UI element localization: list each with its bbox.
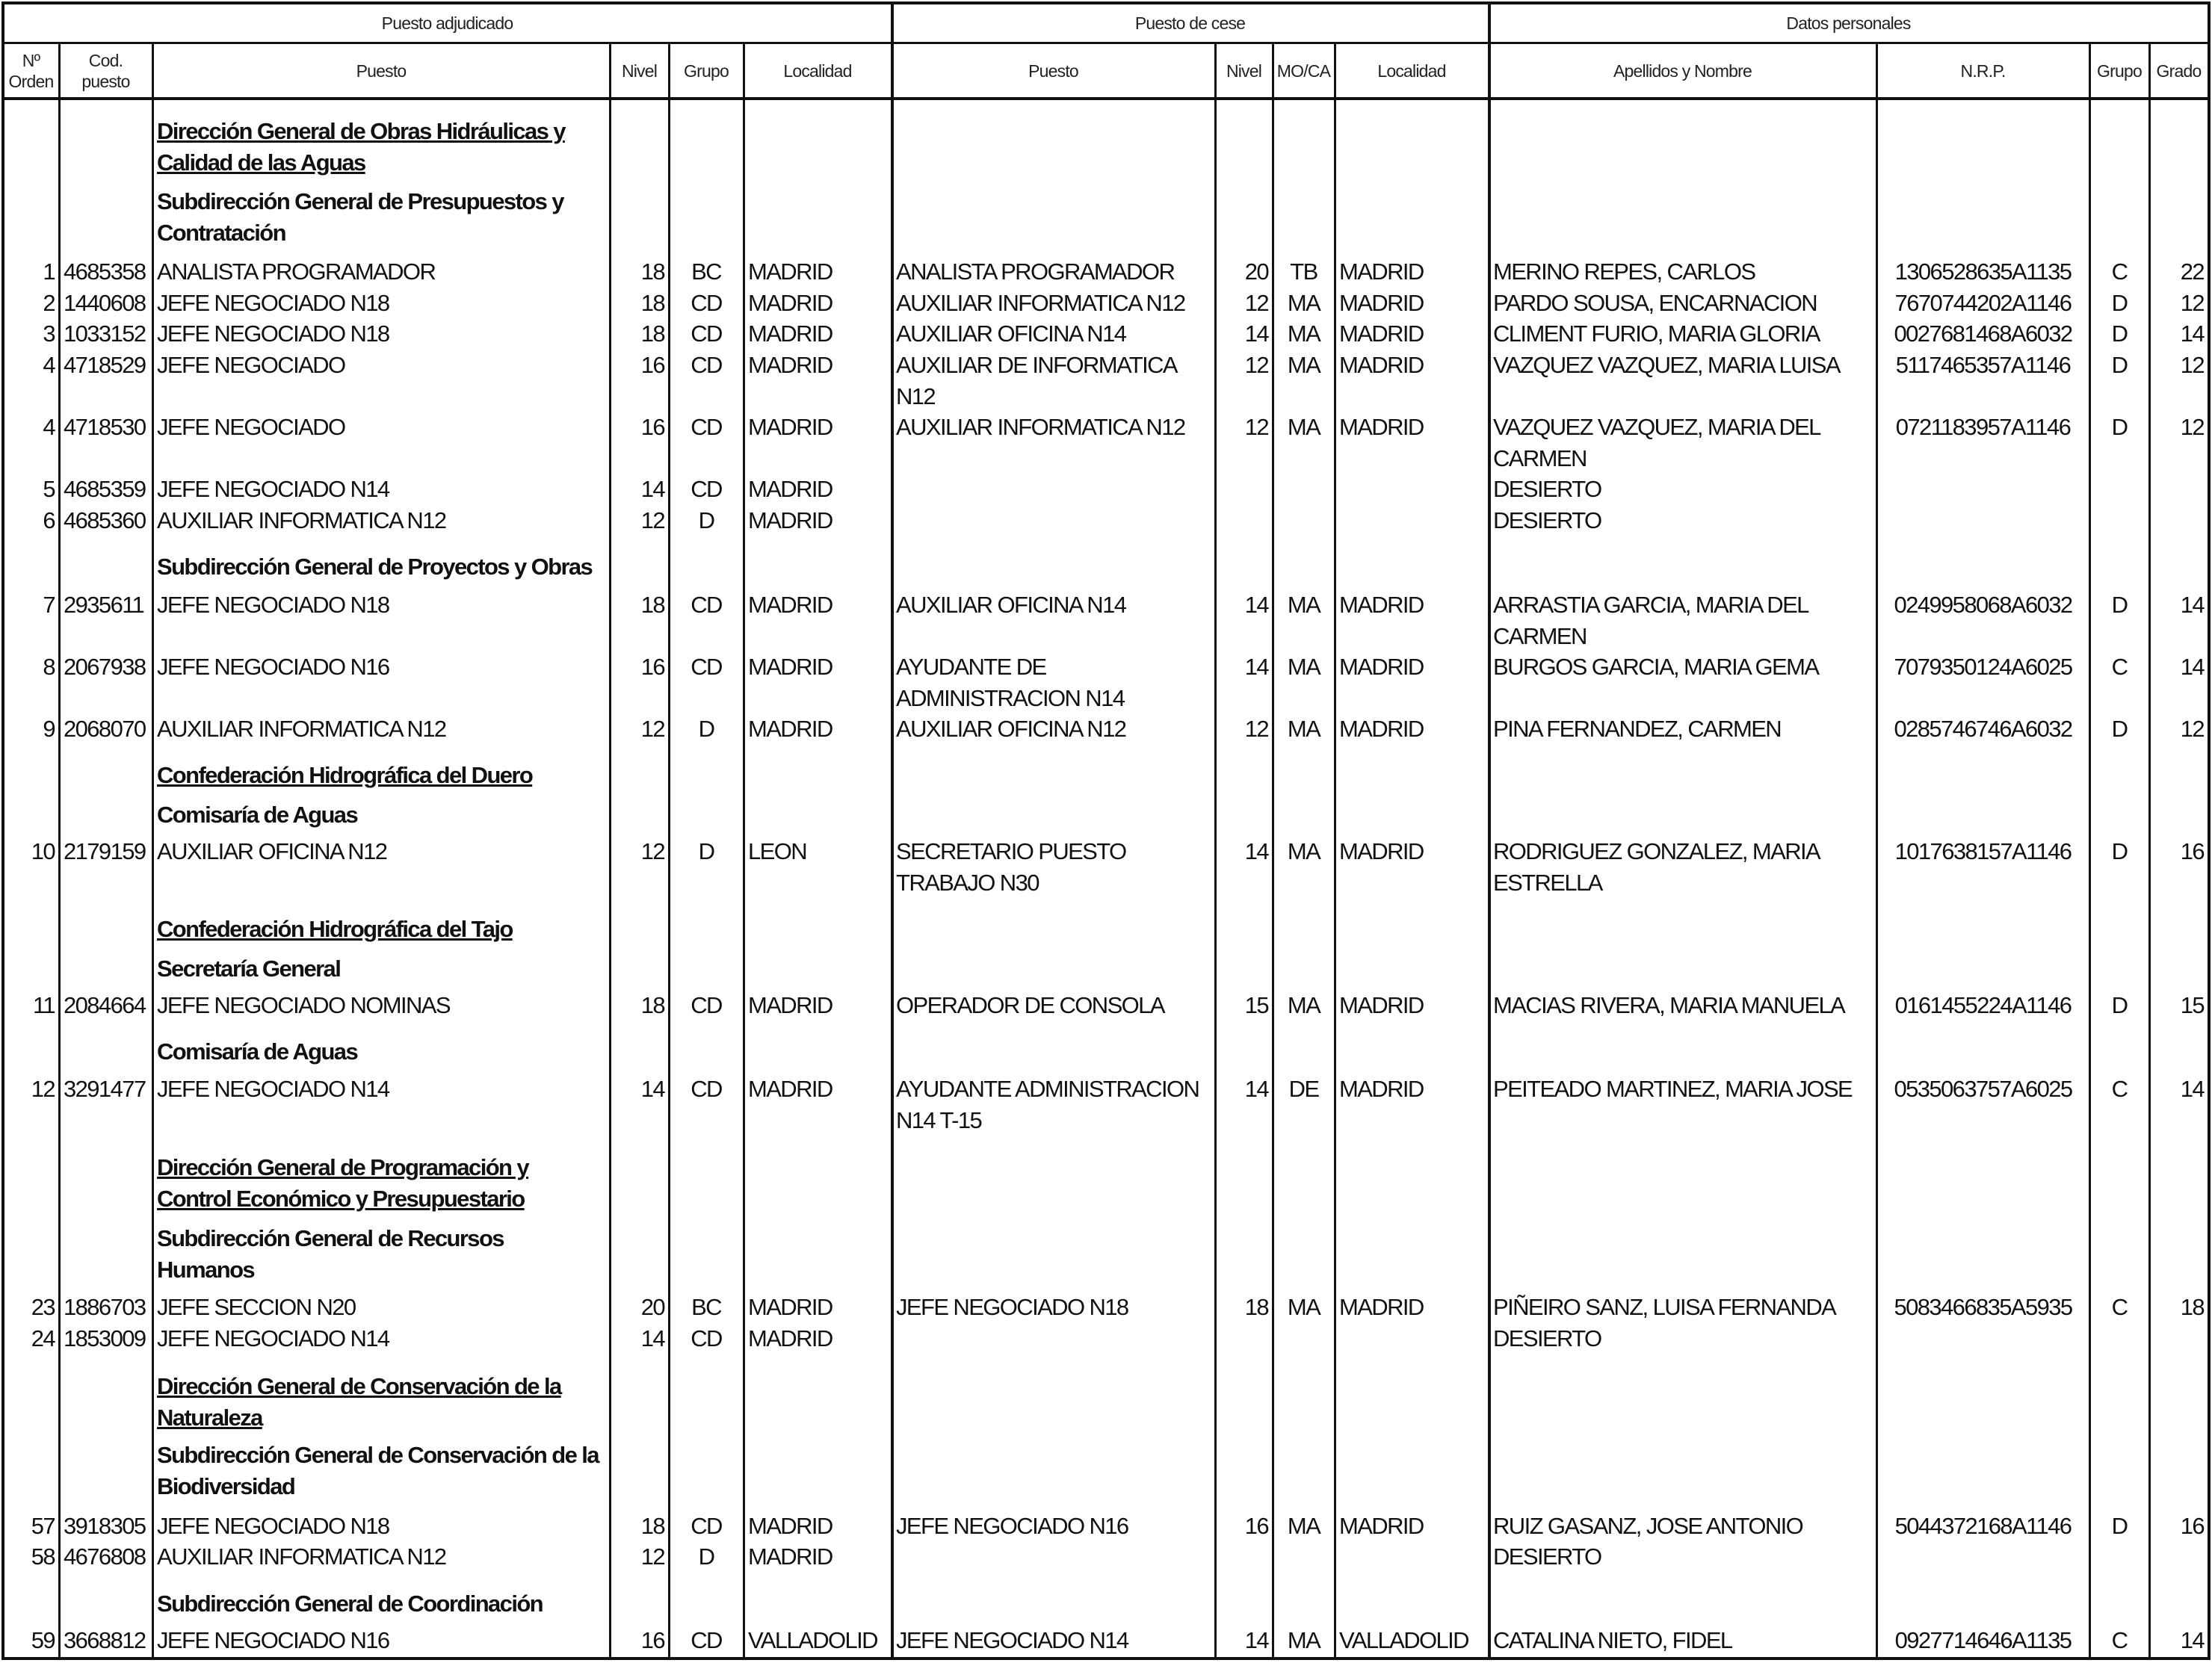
cell-cese-localidad: MADRID <box>1339 258 1424 285</box>
cell-orden: 58 <box>31 1543 55 1570</box>
heading-text: Dirección General de Conservación de la Naturaleza <box>157 1373 561 1431</box>
cell-nombre: ARRASTIA GARCIA, MARIA DEL CARMEN <box>1493 592 1808 649</box>
column-header-dp-grupo: Grupo <box>2097 61 2142 81</box>
cell-cese-puesto: ANALISTA PROGRAMADOR <box>896 258 1175 285</box>
cell-cod: 3668812 <box>64 1627 146 1653</box>
cell-puesto: JEFE NEGOCIADO N16 <box>157 654 389 680</box>
cell-nivel: 12 <box>640 507 664 533</box>
table-top-border <box>1 1 2211 4</box>
cell-grupo: D <box>698 838 714 864</box>
table-row <box>0 505 2212 533</box>
cell-grado: 14 <box>2180 654 2204 680</box>
cell-nombre: PINA FERNANDEZ, CARMEN <box>1493 716 1782 742</box>
cell-dp-grupo: D <box>2111 592 2128 618</box>
cell-orden: 59 <box>31 1627 55 1653</box>
cell-localidad: VALLADOLID <box>748 1627 877 1653</box>
cell-puesto: JEFE NEGOCIADO N14 <box>157 476 389 502</box>
column-header-orden: Nº Orden <box>8 50 54 91</box>
cell-nivel: 14 <box>640 476 664 502</box>
cell-dp-grupo: D <box>2111 352 2128 378</box>
cell-grupo: BC <box>691 1294 721 1320</box>
cell-cod: 4718530 <box>64 414 146 440</box>
cell-nivel: 18 <box>640 290 664 316</box>
cell-cese-nivel: 14 <box>1244 592 1268 618</box>
cell-localidad: LEON <box>748 838 807 864</box>
cell-cese-nivel: 15 <box>1244 992 1268 1018</box>
table-row <box>0 836 2212 896</box>
cell-nivel: 16 <box>640 414 664 440</box>
cell-dp-grupo: D <box>2111 320 2128 347</box>
section-subheading <box>0 551 2212 580</box>
cell-cese-puesto: OPERADOR DE CONSOLA <box>896 992 1164 1018</box>
cell-grado: 16 <box>2180 1513 2204 1539</box>
cell-dp-grupo: C <box>2111 258 2128 285</box>
cell-localidad: MADRID <box>748 476 832 502</box>
cell-localidad: MADRID <box>748 992 832 1018</box>
cell-puesto: AUXILIAR OFICINA N12 <box>157 838 387 864</box>
cell-orden: 4 <box>43 352 55 378</box>
cell-grupo: CD <box>691 476 722 502</box>
section-heading <box>0 1152 2212 1212</box>
column-header-nivel: Nivel <box>621 61 658 81</box>
cell-orden: 8 <box>43 654 55 680</box>
cell-grado: 15 <box>2180 992 2204 1018</box>
cell-localidad: MADRID <box>748 507 832 533</box>
cell-nrp: 0535063757A6025 <box>1894 1076 2072 1102</box>
cell-cese-localidad: MADRID <box>1339 352 1424 378</box>
cell-cese-moca: TB <box>1290 258 1317 285</box>
cell-cese-moca: MA <box>1287 654 1320 680</box>
cell-cod: 4685359 <box>64 476 146 502</box>
cell-dp-grupo: D <box>2111 290 2128 316</box>
cell-localidad: MADRID <box>748 414 832 440</box>
cell-grado: 12 <box>2180 414 2204 440</box>
cell-cese-puesto: AUXILIAR OFICINA N14 <box>896 592 1126 618</box>
cell-cod: 1886703 <box>64 1294 146 1320</box>
cell-grupo: CD <box>691 1513 722 1539</box>
cell-cese-localidad: MADRID <box>1339 992 1424 1018</box>
cell-nivel: 12 <box>640 716 664 742</box>
section-subheading <box>0 1223 2212 1283</box>
cell-nivel: 12 <box>640 1543 664 1570</box>
cell-cese-nivel: 14 <box>1244 1076 1268 1102</box>
cell-grado: 14 <box>2180 320 2204 347</box>
table-row <box>0 990 2212 1018</box>
cell-orden: 10 <box>31 838 55 864</box>
cell-cod: 2067938 <box>64 654 146 680</box>
column-header-nombre: Apellidos y Nombre <box>1613 61 1752 81</box>
cell-cese-puesto: AUXILIAR INFORMATICA N12 <box>896 414 1185 440</box>
cell-dp-grupo: D <box>2111 992 2128 1018</box>
heading-text: Dirección General de Obras Hidráulicas y Calidad de las Aguas <box>157 118 565 176</box>
cell-grado: 22 <box>2180 258 2204 285</box>
cell-cese-moca: MA <box>1287 1627 1320 1653</box>
cell-puesto: ANALISTA PROGRAMADOR <box>157 258 436 285</box>
heading-text: Dirección General de Programación y Control Económico y Presupuestario <box>157 1154 529 1212</box>
cell-nivel: 18 <box>640 258 664 285</box>
cell-grupo: CD <box>691 592 722 618</box>
cell-cese-moca: MA <box>1287 320 1320 347</box>
cell-grupo: CD <box>691 1325 722 1351</box>
cell-nombre: DESIERTO <box>1493 1325 1601 1351</box>
cell-grado: 12 <box>2180 716 2204 742</box>
cell-cese-puesto: JEFE NEGOCIADO N16 <box>896 1513 1128 1539</box>
column-header-puesto: Puesto <box>356 61 407 81</box>
column-header-cod: Cod. puesto <box>81 50 130 91</box>
cell-nrp: 0927714646A1135 <box>1894 1627 2072 1653</box>
cell-orden: 12 <box>31 1076 55 1102</box>
cell-puesto: JEFE NEGOCIADO N18 <box>157 1513 389 1539</box>
cell-localidad: MADRID <box>748 258 832 285</box>
header-group-divider <box>1 42 2211 44</box>
cell-grupo: CD <box>691 290 722 316</box>
cell-nrp: 0161455224A1146 <box>1894 992 2072 1018</box>
column-header-cese-moca: MO/CA <box>1276 61 1331 81</box>
cell-cese-nivel: 12 <box>1244 716 1268 742</box>
cell-cese-localidad: MADRID <box>1339 1513 1424 1539</box>
group-header-puesto-adjudicado: Puesto adjudicado <box>381 13 513 33</box>
section-heading <box>0 760 2212 788</box>
cell-puesto: JEFE NEGOCIADO N18 <box>157 290 389 316</box>
heading-text: Confederación Hidrográfica del Duero <box>157 762 533 788</box>
cell-dp-grupo: D <box>2111 414 2128 440</box>
table-row <box>0 651 2212 711</box>
cell-cese-moca: MA <box>1287 1513 1320 1539</box>
subheading-text: Comisaría de Aguas <box>157 1038 358 1065</box>
cell-orden: 4 <box>43 414 55 440</box>
cell-localidad: MADRID <box>748 1076 832 1102</box>
cell-cod: 2068070 <box>64 716 146 742</box>
cell-orden: 7 <box>43 592 55 618</box>
cell-cod: 3918305 <box>64 1513 146 1539</box>
cell-cese-localidad: MADRID <box>1339 592 1424 618</box>
cell-cese-puesto: AUXILIAR DE INFORMATICA N12 <box>896 352 1178 409</box>
cell-nombre: VAZQUEZ VAZQUEZ, MARIA DEL CARMEN <box>1493 414 1820 471</box>
subheading-text: Subdirección General de Proyectos y Obras <box>157 554 593 580</box>
cell-nrp: 5044372168A1146 <box>1894 1513 2072 1539</box>
cell-orden: 9 <box>43 716 55 742</box>
cell-nivel: 14 <box>640 1076 664 1102</box>
column-header-cese-localidad: Localidad <box>1377 61 1446 81</box>
cell-nrp: 1017638157A1146 <box>1894 838 2072 864</box>
cell-nombre: CATALINA NIETO, FIDEL <box>1493 1627 1732 1653</box>
cell-orden: 2 <box>43 290 55 316</box>
cell-grupo: BC <box>691 258 721 285</box>
cell-cese-moca: MA <box>1287 716 1320 742</box>
subheading-text: Comisaría de Aguas <box>157 802 358 828</box>
table-right-border <box>2208 1 2211 1660</box>
cell-puesto: AUXILIAR INFORMATICA N12 <box>157 507 446 533</box>
cell-cod: 4685360 <box>64 507 146 533</box>
cell-puesto: JEFE NEGOCIADO N18 <box>157 592 389 618</box>
group-header-datos-personales: Datos personales <box>1786 13 1911 33</box>
cell-cese-localidad: MADRID <box>1339 838 1424 864</box>
cell-grupo: CD <box>691 1627 722 1653</box>
cell-localidad: MADRID <box>748 352 832 378</box>
cell-dp-grupo: D <box>2111 838 2128 864</box>
cell-cod: 4676808 <box>64 1543 146 1570</box>
cell-nivel: 16 <box>640 1627 664 1653</box>
cell-cese-puesto: AUXILIAR OFICINA N14 <box>896 320 1126 347</box>
cell-localidad: MADRID <box>748 1325 832 1351</box>
cell-grado: 12 <box>2180 352 2204 378</box>
cell-cese-puesto: AYUDANTE ADMINISTRACION N14 T-15 <box>896 1076 1199 1133</box>
cell-dp-grupo: C <box>2111 1294 2128 1320</box>
cell-cese-localidad: MADRID <box>1339 654 1424 680</box>
cell-cese-localidad: MADRID <box>1339 320 1424 347</box>
column-header-grupo: Grupo <box>684 61 729 81</box>
cell-cese-nivel: 12 <box>1244 352 1268 378</box>
cell-nivel: 14 <box>640 1325 664 1351</box>
cell-cese-puesto: JEFE NEGOCIADO N18 <box>896 1294 1128 1320</box>
cell-orden: 3 <box>43 320 55 347</box>
cell-cod: 2179159 <box>64 838 146 864</box>
subheading-text: Subdirección General de Coordinación <box>157 1591 543 1617</box>
cell-dp-grupo: D <box>2111 716 2128 742</box>
cell-cese-nivel: 12 <box>1244 414 1268 440</box>
cell-nivel: 18 <box>640 592 664 618</box>
cell-orden: 1 <box>43 258 55 285</box>
cell-puesto: JEFE NEGOCIADO N16 <box>157 1627 389 1653</box>
cell-grupo: CD <box>691 352 722 378</box>
table-row <box>0 318 2212 347</box>
cell-puesto: AUXILIAR INFORMATICA N12 <box>157 1543 446 1570</box>
section-heading <box>0 116 2212 176</box>
cell-nivel: 16 <box>640 352 664 378</box>
header-bottom-border <box>1 97 2211 100</box>
section-subheading <box>0 799 2212 828</box>
cell-cod: 1440608 <box>64 290 146 316</box>
cell-nombre: DESIERTO <box>1493 507 1601 533</box>
section-heading <box>0 1371 2212 1431</box>
cell-grupo: CD <box>691 1076 722 1102</box>
cell-orden: 11 <box>33 992 55 1018</box>
cell-nrp: 7670744202A1146 <box>1894 290 2072 316</box>
cell-cese-nivel: 14 <box>1244 838 1268 864</box>
table-row <box>0 713 2212 742</box>
cell-localidad: MADRID <box>748 654 832 680</box>
cell-cese-puesto: AUXILIAR INFORMATICA N12 <box>896 290 1185 316</box>
cell-grado: 14 <box>2180 1076 2204 1102</box>
subheading-text: Secretaría General <box>157 956 341 982</box>
cell-cese-moca: MA <box>1287 414 1320 440</box>
cell-nrp: 7079350124A6025 <box>1894 654 2072 680</box>
cell-cese-moca: MA <box>1287 838 1320 864</box>
cell-nrp: 5117465357A1146 <box>1895 352 2071 378</box>
cell-localidad: MADRID <box>748 716 832 742</box>
cell-orden: 24 <box>31 1325 55 1351</box>
cell-nombre: BURGOS GARCIA, MARIA GEMA <box>1493 654 1819 680</box>
cell-nivel: 20 <box>640 1294 664 1320</box>
cell-orden: 57 <box>31 1513 55 1539</box>
subheading-text: Subdirección General de Conservación de la Biodiversidad <box>157 1442 599 1499</box>
cell-cese-nivel: 14 <box>1244 1627 1268 1653</box>
cell-cod: 4685358 <box>64 258 146 285</box>
cell-cod: 2084664 <box>64 992 146 1018</box>
cell-dp-grupo: C <box>2111 654 2128 680</box>
column-header-grado: Grado <box>2156 61 2202 81</box>
cell-nivel: 16 <box>640 654 664 680</box>
cell-grado: 16 <box>2180 838 2204 864</box>
table-row <box>0 1625 2212 1653</box>
cell-grado: 14 <box>2180 592 2204 618</box>
cell-cod: 4718529 <box>64 352 146 378</box>
cell-puesto: JEFE SECCION N20 <box>157 1294 356 1320</box>
subheading-text: Subdirección General de Recursos Humanos <box>157 1225 504 1283</box>
cell-nombre: RODRIGUEZ GONZALEZ, MARIA ESTRELLA <box>1493 838 1820 896</box>
cell-cese-nivel: 14 <box>1244 320 1268 347</box>
cell-grado: 18 <box>2180 1294 2204 1320</box>
cell-cod: 2935611 <box>64 592 144 618</box>
cell-nrp: 0285746746A6032 <box>1894 716 2072 742</box>
cell-grupo: D <box>698 1543 714 1570</box>
cell-nivel: 18 <box>640 992 664 1018</box>
cell-grado: 12 <box>2180 290 2204 316</box>
cell-nrp: 1306528635A1135 <box>1894 258 2072 285</box>
cell-cese-nivel: 14 <box>1244 654 1268 680</box>
cell-grupo: CD <box>691 320 722 347</box>
cell-cod: 1033152 <box>64 320 146 347</box>
cell-grupo: D <box>698 507 714 533</box>
cell-nrp: 0249958068A6032 <box>1894 592 2072 618</box>
cell-nombre: VAZQUEZ VAZQUEZ, MARIA LUISA <box>1493 352 1840 378</box>
cell-cese-localidad: MADRID <box>1339 414 1424 440</box>
cell-localidad: MADRID <box>748 320 832 347</box>
cell-nombre: PIÑEIRO SANZ, LUISA FERNANDA <box>1493 1294 1836 1320</box>
group-header-puesto-cese: Puesto de cese <box>1134 13 1246 33</box>
cell-nombre: CLIMENT FURIO, MARIA GLORIA <box>1493 320 1820 347</box>
cell-cese-moca: MA <box>1287 592 1320 618</box>
section-subheading <box>0 953 2212 982</box>
group-divider <box>1488 1 1491 1660</box>
cell-cese-localidad: MADRID <box>1339 716 1424 742</box>
table-left-border <box>1 1 4 1660</box>
cell-cese-puesto: SECRETARIO PUESTO TRABAJO N30 <box>896 838 1126 896</box>
cell-cese-nivel: 18 <box>1244 1294 1268 1320</box>
cell-cese-localidad: MADRID <box>1339 290 1424 316</box>
cell-cese-moca: MA <box>1287 352 1320 378</box>
column-header-cese-nivel: Nivel <box>1226 61 1262 81</box>
cell-localidad: MADRID <box>748 1294 832 1320</box>
column-header-localidad: Localidad <box>783 61 852 81</box>
cell-cese-nivel: 16 <box>1244 1513 1268 1539</box>
cell-grupo: CD <box>691 992 722 1018</box>
cell-nombre: RUIZ GASANZ, JOSE ANTONIO <box>1493 1513 1803 1539</box>
cell-puesto: JEFE NEGOCIADO N18 <box>157 320 389 347</box>
section-subheading <box>0 1588 2212 1617</box>
cell-nombre: DESIERTO <box>1493 1543 1601 1570</box>
cell-cod: 3291477 <box>64 1076 146 1102</box>
column-header-nrp: N.R.P. <box>1960 61 2006 81</box>
cell-cod: 1853009 <box>64 1325 146 1351</box>
cell-puesto: AUXILIAR INFORMATICA N12 <box>157 716 446 742</box>
cell-puesto: JEFE NEGOCIADO <box>157 414 345 440</box>
table-row <box>0 1323 2212 1351</box>
cell-cese-moca: MA <box>1287 992 1320 1018</box>
cell-cese-localidad: MADRID <box>1339 1294 1424 1320</box>
table-row <box>0 256 2212 285</box>
cell-localidad: MADRID <box>748 290 832 316</box>
cell-grupo: CD <box>691 654 722 680</box>
heading-text: Confederación Hidrográfica del Tajo <box>157 916 513 942</box>
cell-nivel: 18 <box>640 1513 664 1539</box>
table-row <box>0 1541 2212 1570</box>
cell-cese-puesto: AUXILIAR OFICINA N12 <box>896 716 1126 742</box>
cell-puesto: JEFE NEGOCIADO N14 <box>157 1076 389 1102</box>
cell-cese-nivel: 20 <box>1244 258 1268 285</box>
cell-grupo: D <box>698 716 714 742</box>
cell-cese-moca: MA <box>1287 1294 1320 1320</box>
section-subheading <box>0 1036 2212 1065</box>
cell-nrp: 5083466835A5935 <box>1894 1294 2072 1320</box>
cell-nivel: 12 <box>640 838 664 864</box>
group-divider <box>891 1 894 1660</box>
cell-cese-moca: MA <box>1287 290 1320 316</box>
cell-cese-moca: DE <box>1288 1076 1319 1102</box>
table-row <box>0 589 2212 649</box>
cell-nrp: 0721183957A1146 <box>1895 414 2071 440</box>
cell-dp-grupo: C <box>2111 1076 2128 1102</box>
cell-grado: 14 <box>2180 1627 2204 1653</box>
cell-cese-localidad: VALLADOLID <box>1339 1627 1468 1653</box>
cell-grupo: CD <box>691 414 722 440</box>
cell-orden: 5 <box>43 476 55 502</box>
cell-cese-localidad: MADRID <box>1339 1076 1424 1102</box>
cell-puesto: JEFE NEGOCIADO <box>157 352 345 378</box>
cell-orden: 23 <box>31 1294 55 1320</box>
cell-localidad: MADRID <box>748 1543 832 1570</box>
cell-orden: 6 <box>43 507 55 533</box>
table-bottom-border <box>1 1657 2211 1660</box>
cell-cese-puesto: JEFE NEGOCIADO N14 <box>896 1627 1128 1653</box>
cell-nrp: 0027681468A6032 <box>1894 320 2072 347</box>
cell-localidad: MADRID <box>748 1513 832 1539</box>
cell-cese-nivel: 12 <box>1244 290 1268 316</box>
cell-nivel: 18 <box>640 320 664 347</box>
cell-nombre: DESIERTO <box>1493 476 1601 502</box>
subheading-text: Subdirección General de Presupuestos y Contratación <box>157 188 563 246</box>
cell-nombre: PARDO SOUSA, ENCARNACION <box>1493 290 1817 316</box>
cell-dp-grupo: C <box>2111 1627 2128 1653</box>
cell-cese-puesto: AYUDANTE DE ADMINISTRACION N14 <box>896 654 1125 711</box>
cell-nombre: MACIAS RIVERA, MARIA MANUELA <box>1493 992 1845 1018</box>
column-header-cese-puesto: Puesto <box>1028 61 1078 81</box>
cell-puesto: JEFE NEGOCIADO N14 <box>157 1325 389 1351</box>
cell-dp-grupo: D <box>2111 1513 2128 1539</box>
cell-puesto: JEFE NEGOCIADO NOMINAS <box>157 992 450 1018</box>
section-subheading <box>0 186 2212 246</box>
cell-nombre: MERINO REPES, CARLOS <box>1493 258 1755 285</box>
cell-localidad: MADRID <box>748 592 832 618</box>
cell-nombre: PEITEADO MARTINEZ, MARIA JOSE <box>1493 1076 1853 1102</box>
